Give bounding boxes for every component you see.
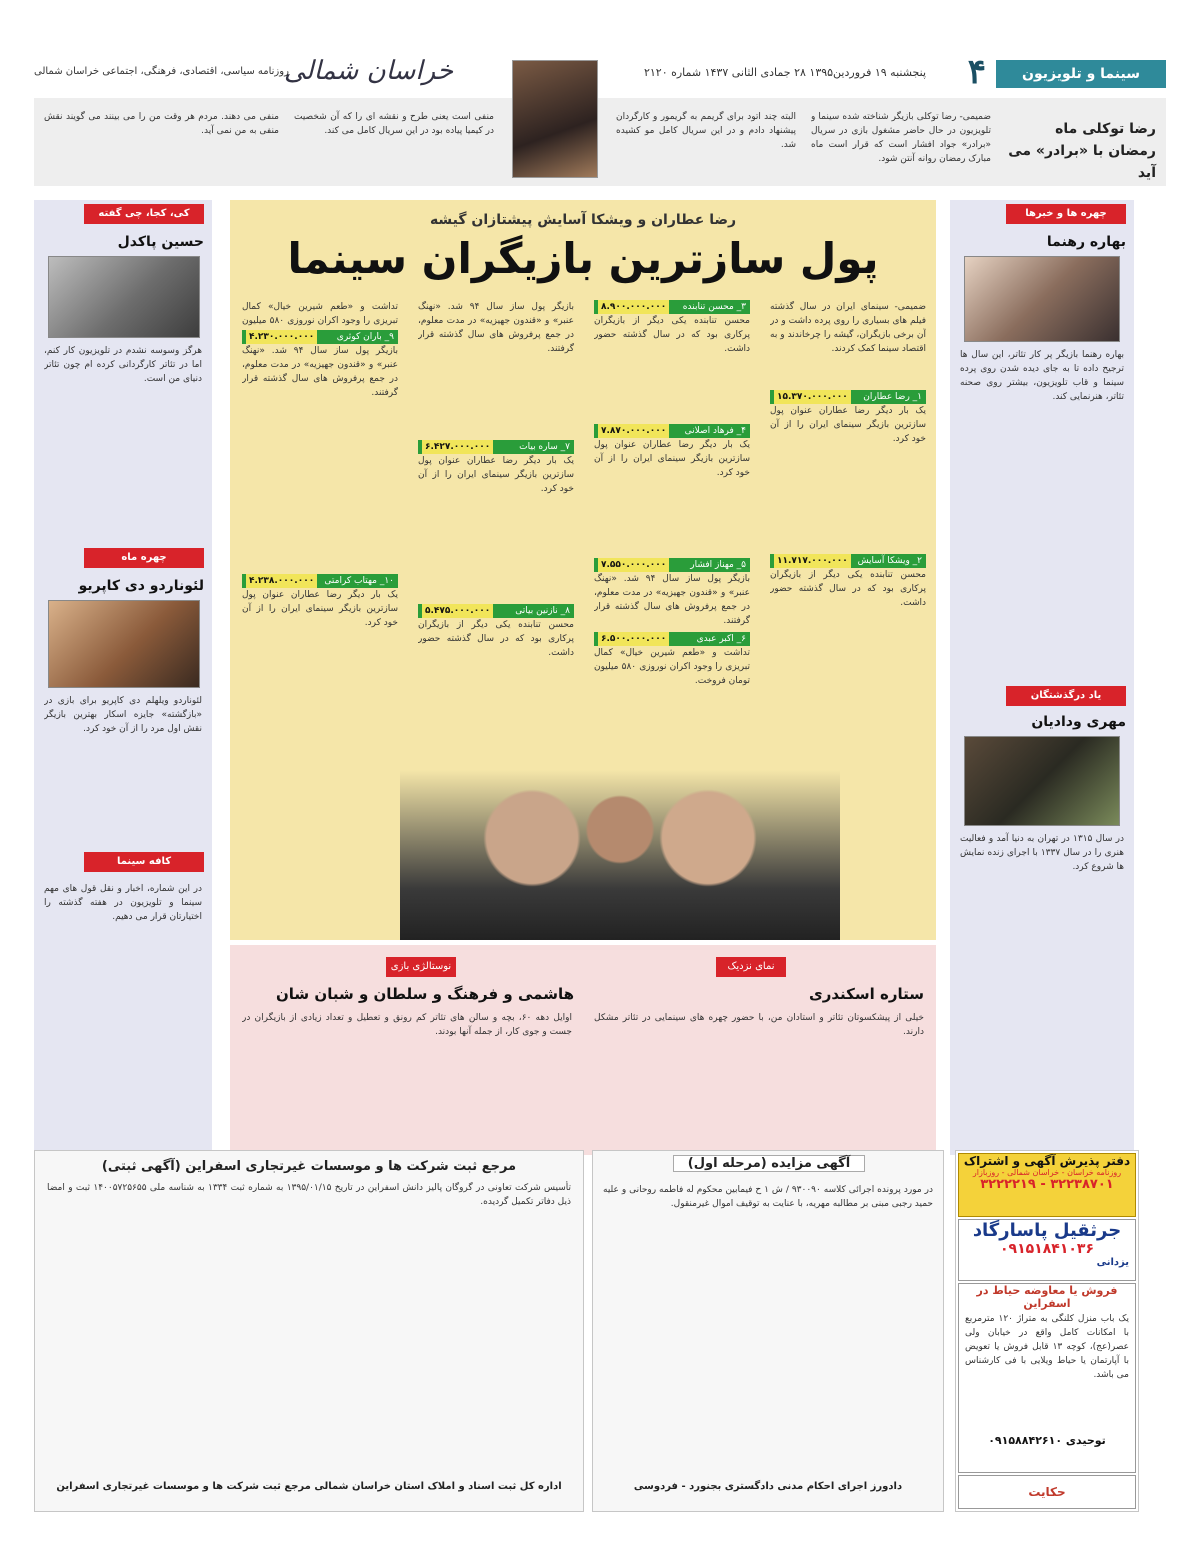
teaser-portrait-photo (512, 60, 598, 178)
ad-phone: ۰۹۱۵۱۸۴۱۰۳۶ (1000, 1241, 1094, 1257)
article-heading: ستاره اسکندری (808, 985, 924, 1003)
ad-title: حکایت (1028, 1485, 1066, 1499)
rank-label: ۱_ رضا عطاران (863, 392, 922, 402)
rank-label: ۲_ ویشکا آسایش (857, 556, 922, 566)
ad-title: مرجع ثبت شرکت ها و موسسات غیرتجاری اسفراین (آگهی ثبتی) (101, 1159, 517, 1174)
rank-amount: ۴.۲۳۰.۰۰۰.۰۰۰ (246, 330, 317, 344)
rank-label: ۴_ فرهاد اصلانی (684, 426, 746, 436)
rank-label: ۱۰_ مهتاب کرامتی (324, 576, 394, 586)
article-text: بازیگر پول ساز سال ۹۴ شد. «نهنگ عنبر» و «قندون جهیزیه» در مدت معلوم، در جمع پرفروش های سال گذشته قرار گرفتند. (242, 346, 398, 398)
teaser-title: رضا توکلی ماه رمضان با «برادر» می آید (1008, 121, 1156, 181)
ad-contact-name: یزدانی (1096, 1257, 1129, 1268)
rank-amount: ۴.۲۳۸.۰۰۰.۰۰۰ (246, 574, 317, 588)
section-bar: کافه سینما (84, 852, 204, 872)
section-bar: چهره ها و خبرها (1006, 204, 1126, 224)
classified-ads (955, 1150, 1139, 1512)
article-text: بازیگر پول ساز سال ۹۴ شد. «نهنگ عنبر» و «قندون جهیزیه» در مدت معلوم، در جمع پرفروش های سال گذشته قرار گرفتند. (594, 574, 750, 626)
ad-phone: ۳۲۲۳۸۷۰۱ - ۳۲۲۲۲۱۹ (980, 1177, 1114, 1192)
article-text: در این شماره، اخبار و نقل قول های مهم سینما و تلویزیون در هفته گذشته را اختیارتان قرار می دهیم. (44, 884, 202, 922)
rank-bar (418, 604, 574, 618)
story-banner (958, 1475, 1136, 1509)
article-photo (48, 256, 200, 338)
section-bar: کی، کجا، چی گفته (84, 204, 204, 224)
article-text: یک بار دیگر رضا عطاران عنوان پول سازترین بازیگر سینمای ایران را از آن خود کرد. (242, 590, 398, 628)
ad-text: تأسیس شرکت تعاونی در گروگان پالیز دانش اسفراین در تاریخ ۱۳۹۵/۰۱/۱۵ به شماره ثبت ۱۳۳۴ به شناسه ملی ۱۴۰۰۵۷۲۵۶۵۵ ثبت و امضا ذیل دفاتر تکمیل گردیده. (47, 1183, 571, 1207)
ad-title: آگهی مزایده (مرحله اول) (673, 1155, 865, 1172)
teaser-text: البته چند اتود برای گریمم به گریمور و کارگردان پیشنهاد دادم و در این سریال کامل مو کشیده شد. (616, 112, 796, 150)
section-bar: نمای نزدیک (716, 957, 786, 977)
article-text: محسن تنابنده یکی دیگر از بازیگران پرکاری بود که در سال گذشته حضور داشت. (594, 316, 750, 354)
article-text: اوایل دهه ۶۰، بچه و سالن های تئاتر کم رونق و تعطیل و تعداد زیادی از بازیگران در جست و جوی کار، از جمله آنها بودند. (242, 1013, 572, 1037)
ad-footer: اداره کل ثبت اسناد و املاک استان خراسان شمالی مرجع ثبت شرکت ها و موسسات غیرتجاری اسفراین (56, 1481, 562, 1492)
article-text: تداشت و «طعم شیرین خیال» کمال تبریزی را وجود اکران نوروزی ۵۸۰ میلیون (242, 302, 398, 326)
article-text: بازیگر پول ساز سال ۹۴ شد. «نهنگ عنبر» و «قندون جهیزیه» در مدت معلوم، در جمع پرفروش های سال گذشته قرار گرفتند. (418, 302, 574, 354)
rank-bar (594, 424, 750, 438)
ad-title: فروش یا معاوضه حیاط در اسفراین (976, 1284, 1118, 1310)
feature-column (770, 300, 926, 830)
ad-footer: دادورز اجرای احکام مدنی دادگستری بجنورد - فردوسی (633, 1481, 903, 1492)
rank-amount: ۷.۸۷۰.۰۰۰.۰۰۰ (598, 424, 669, 438)
page-number: ۴ (967, 52, 986, 92)
article-heading: بهاره رهنما (1046, 234, 1126, 250)
subscription-ad (958, 1153, 1136, 1217)
article-text: یک بار دیگر رضا عطاران عنوان پول سازترین بازیگر سینمای ایران را از آن خود کرد. (770, 406, 926, 444)
masthead-logo: خراسان شمالی (284, 56, 454, 86)
ad-title: جرثقیل پاسارگاد (972, 1220, 1122, 1241)
ad-contact: توحیدی ۰۹۱۵۸۸۴۲۶۱۰ (988, 1434, 1106, 1447)
rank-label: ۶_ اکبر عبدی (696, 634, 746, 644)
rank-bar (242, 574, 398, 588)
rank-amount: ۷.۵۵۰.۰۰۰.۰۰۰ (598, 558, 669, 572)
rank-label: ۸_ نازنین بیاتی (515, 606, 570, 616)
section-bar: یاد درگذشتگان (1006, 686, 1126, 706)
article-text: بهاره رهنما بازیگر پر کار تئاتر، این سال ها ترجیح داده تا به جای دیده شدن روی پرده سینما و قاب تلویزیون، بیشتر روی صحنه تئاتر، هنرنمایی کند. (960, 350, 1124, 402)
article-heading: لئوناردو دی کاپریو (78, 578, 204, 594)
section-bar: نوستالژی بازی (386, 957, 456, 977)
article-text: یک بار دیگر رضا عطاران عنوان پول سازترین بازیگر سینمای ایران را از آن خود کرد. (418, 456, 574, 494)
article-heading: مهری ودادیان (1031, 714, 1126, 730)
issue-date-line: پنجشنبه ۱۹ فروردین۱۳۹۵ ۲۸ جمادی الثانی ۱۴۳۷ شماره ۲۱۲۰ (643, 66, 926, 79)
teaser-text: ضمیمی- رضا توکلی بازیگر شناخته شده سینما و تلویزیون در حال حاضر مشغول بازی در سریال «برادر» جواد افشار است که قرار است ماه مبارک رمضان روانه آنتن شود. (811, 112, 991, 164)
article-text: در سال ۱۳۱۵ در تهران به دنیا آمد و فعالیت هنری را در سال ۱۳۳۷ با اجرای زنده نمایش ها شروع کرد. (960, 834, 1124, 872)
article-photo (964, 256, 1120, 342)
crane-ad (958, 1219, 1136, 1281)
article-text: ضمیمی- سینمای ایران در سال گذشته فیلم های بسیاری را روی پرده داشت و در آن برخی بازیگران، گیشه را چرخاندند و به اقتصاد سینما کمک کردند. (770, 302, 926, 354)
ad-text: در مورد پرونده اجرائی کلاسه ۹۳۰۰۹۰ / ش ۱ ح فیمابین محکوم له فاطمه روحانی و علیه حمید رجبی مبنی بر مطالبه مهریه، با عنایت به توقیف اموال غیرمنقول. (603, 1185, 933, 1209)
rank-amount: ۶.۵۰۰.۰۰۰.۰۰۰ (598, 632, 669, 646)
rank-amount: ۱۱.۷۱۷.۰۰۰.۰۰۰ (774, 554, 851, 568)
article-text: تداشت و «طعم شیرین خیال» کمال تبریزی را وجود اکران نوروزی ۵۸۰ میلیون تومان فروخت. (594, 648, 750, 686)
article-heading: هاشمی و فرهنگ و سلطان و شبان شان (276, 985, 574, 1003)
feature-article (230, 200, 936, 940)
rank-label: ۹_ باران کوثری (336, 332, 394, 342)
rank-bar (594, 300, 750, 314)
article-text: لئوناردو ویلهلم دی کاپریو برای بازی در «بازگشته» جایزه اسکار بهترین بازیگر نقش اول مرد را از آن خود کرد. (44, 696, 202, 734)
ad-title: دفتر پذیرش آگهی و اشتراک (963, 1154, 1131, 1168)
rank-label: ۷_ ساره بیات (519, 442, 570, 452)
rank-amount: ۶.۴۲۷.۰۰۰.۰۰۰ (422, 440, 493, 454)
section-bar: چهره ماه (84, 548, 204, 568)
actors-group-photo (400, 770, 840, 940)
rank-bar (418, 440, 574, 454)
rank-bar (770, 390, 926, 404)
feature-kicker: رضا عطاران و ویشکا آسایش پیشتازان گیشه (429, 212, 737, 228)
left-sidebar (34, 200, 212, 1155)
feature-column (242, 300, 398, 830)
rank-bar (242, 330, 398, 344)
rank-bar (594, 632, 750, 646)
rank-label: ۳_ محسن تنابنده (682, 302, 746, 312)
ad-text: یک باب منزل کلنگی به متراژ ۱۲۰ مترمربع با امکانات کامل واقع در خیابان ولی عصر(عج)، کوچه ۱۳ قابل فروش یا تعویض با آپارتمان یا حیاط ویلایی با فی کارشناس می باشد. (965, 1314, 1130, 1380)
right-sidebar (950, 200, 1134, 1155)
rank-bar (594, 558, 750, 572)
feature-column (594, 300, 750, 830)
page-header (34, 52, 1166, 99)
auction-ad (592, 1150, 944, 1512)
article-heading: حسین پاکدل (117, 234, 204, 250)
article-photo (964, 736, 1120, 826)
sale-ad (958, 1283, 1136, 1473)
article-text: هرگز وسوسه نشدم در تلویزیون کار کنم، اما در تئاتر کارگردانی کرده ام چون تئاتر دنیای من است. (44, 346, 202, 384)
rank-label: ۵_ مهناز افشار (690, 560, 746, 570)
rank-amount: ۱۵.۳۷۰.۰۰۰.۰۰۰ (774, 390, 851, 404)
ad-subtitle: روزنامه خراسان - خراسان شمالی - روزبازار (972, 1168, 1122, 1177)
feature-headline: پول سازترین بازیگران سینما (287, 234, 879, 283)
rank-amount: ۵.۴۷۵.۰۰۰.۰۰۰ (422, 604, 493, 618)
article-photo (48, 600, 200, 688)
article-text: محسن تنابنده یکی دیگر از بازیگران پرکاری بود که در سال گذشته حضور داشت. (418, 620, 574, 658)
teaser-strip (34, 98, 1166, 186)
teaser-text: منفی می دهند. مردم هر وقت من را می بینند می گویند نقش منفی به من نمی آید. (44, 112, 279, 136)
rank-amount: ۸.۹۰۰.۰۰۰.۰۰۰ (598, 300, 669, 314)
masthead-tagline: روزنامه سیاسی، اقتصادی، فرهنگی، اجتماعی خراسان شمالی (34, 66, 289, 77)
teaser-text: منفی است یعنی طرح و نقشه ای را که آن شخصیت در کیمیا پیاده بود در این سریال کامل می کند. (294, 112, 494, 136)
section-badge: سینما و تلویزیون (996, 60, 1166, 88)
company-registration-ad (34, 1150, 584, 1512)
article-text: خیلی از پیشکسوتان تئاتر و استادان من، با حضور چهره های سینمایی در تئاتر مشکل دارند. (594, 1013, 924, 1037)
article-text: یک بار دیگر رضا عطاران عنوان پول سازترین بازیگر سینمای ایران را از آن خود کرد. (594, 440, 750, 478)
lower-articles (230, 945, 936, 1155)
rank-bar (770, 554, 926, 568)
feature-column (418, 300, 574, 830)
article-text: محسن تنابنده یکی دیگر از بازیگران پرکاری بود که در سال گذشته حضور داشت. (770, 570, 926, 608)
